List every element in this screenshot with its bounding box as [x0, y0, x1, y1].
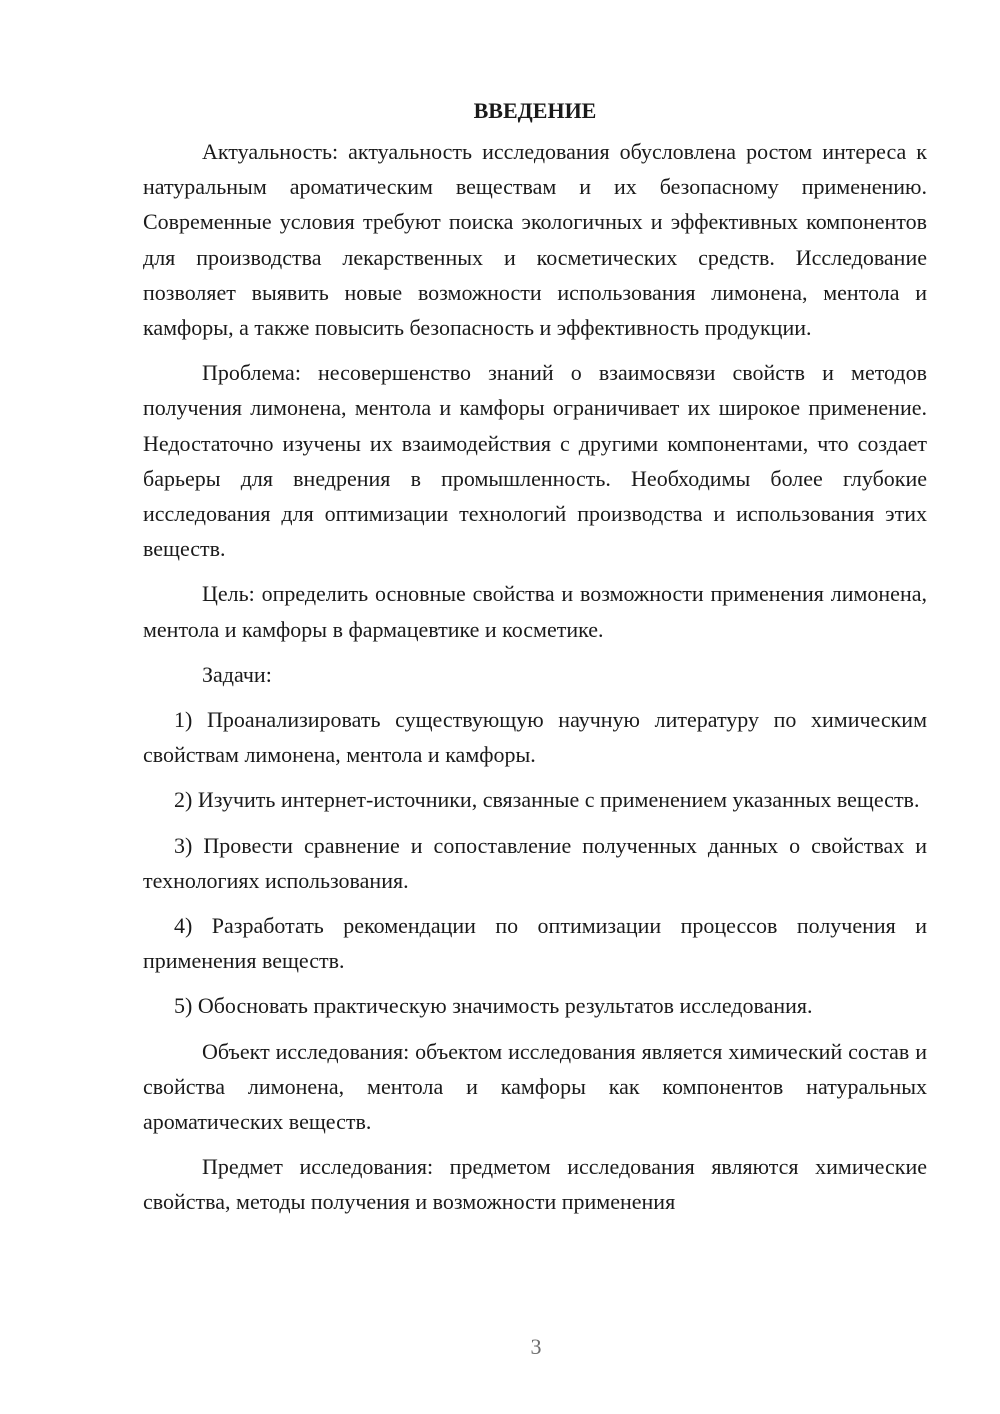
task-item-4: 4) Разработать рекомендации по оптимизации процессов получения и применения веществ. [143, 913, 927, 974]
tasks-heading: Задачи: [202, 661, 272, 687]
paragraph-goal: Цель: определить основные свойства и возможности применения лимонена, ментола и камфоры в фармацевтике и косметике. [143, 581, 927, 642]
document-body [143, 96, 927, 1230]
page-number: 3 [530, 1334, 542, 1359]
paragraph-relevance: Актуальность: актуальность исследования обусловлена ростом интереса к натуральным ароматическим веществам и их безопасному применению. Современные условия требуют поиска экологичных и эффективных компонентов для производства лекарственных и косметических средств. Исследование позволяет выявить новые возможности использования лимонена, ментола и камфоры, а также повысить безопасность и эффективность продукции. [143, 139, 927, 341]
paragraph-problem: Проблема: несовершенство знаний о взаимосвязи свойств и методов получения лимонена, ментола и камфоры ограничивает их широкое применение. Недостаточно изучены их взаимодействия с другими компонентами, что создает барьеры для внедрения в промышленность. Необходимы более глубокие исследования для оптимизации технологий производства и использования этих веществ. [143, 360, 927, 562]
task-item-1: 1) Проанализировать существующую научную литературу по химическим свойствам лимонена, ментола и камфоры. [143, 707, 927, 768]
paragraph-subject: Предмет исследования: предметом исследования являются химические свойства, методы получения и возможности применения [143, 1154, 927, 1215]
section-title: ВВЕДЕНИЕ [473, 98, 597, 123]
task-item-3: 3) Провести сравнение и сопоставление полученных данных о свойствах и технологиях использования. [143, 832, 927, 893]
task-item-5: 5) Обосновать практическую значимость результатов исследования. [174, 993, 813, 1019]
paragraph-object: Объект исследования: объектом исследования является химический состав и свойства лимонена, ментола и камфоры как компонентов натуральных ароматических веществ. [143, 1038, 927, 1135]
task-item-2: 2) Изучить интернет-источники, связанные с применением указанных веществ. [174, 787, 920, 813]
